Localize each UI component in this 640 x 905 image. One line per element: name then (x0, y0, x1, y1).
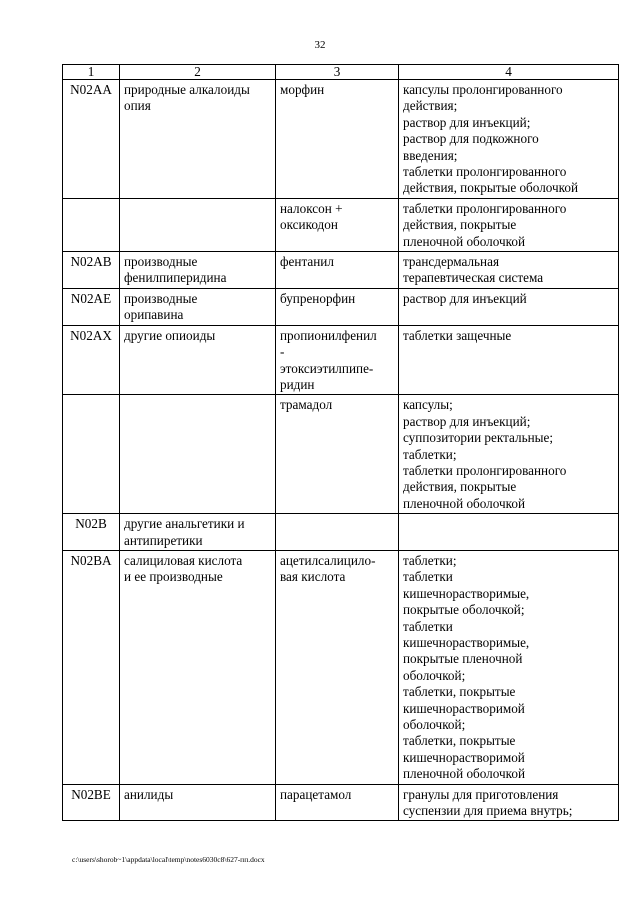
cell-text-line: фентанил (280, 254, 334, 270)
pharmacological-group-cell (120, 80, 276, 199)
pharmacological-group-cell (120, 288, 276, 325)
dosage-forms-cell (399, 80, 619, 199)
cell-text-line: оболочкой; (403, 667, 466, 683)
cell-text-line: таблетки пролонгированного (403, 200, 567, 216)
cell-text-line: таблетки пролонгированного (403, 462, 567, 478)
cell-text-line: раствор для инъекций (403, 290, 527, 306)
cell-text-line: орипавина (124, 307, 184, 323)
cell-text-line: салициловая кислота (124, 552, 243, 568)
cell-text-line: раствор для подкожного (403, 131, 539, 147)
pharmacological-group-cell (120, 395, 276, 514)
atc-code-cell: N02AE (63, 288, 120, 325)
cell-text-line: введения; (403, 147, 458, 163)
footer-file-path: c:\users\shorob~1\appdata\local\temp\notes6030c8\627-пп.docx (72, 855, 265, 864)
cell-text-line: покрытые пленочной (403, 651, 523, 667)
atc-code-cell (63, 395, 120, 514)
substance-cell (276, 784, 399, 821)
cell-text-line: пленочной оболочкой (403, 766, 526, 782)
cell-text-line: действия, покрытые (403, 479, 517, 495)
atc-code-cell: N02BE (63, 784, 120, 821)
table-header-row (63, 65, 619, 80)
table-row (63, 514, 619, 551)
cell-text-line: другие анальгетики и (124, 516, 245, 532)
substance-cell (276, 550, 399, 784)
table-row (63, 550, 619, 784)
cell-text-line: пленочной оболочкой (403, 233, 526, 249)
cell-text-line: антипиретики (124, 532, 203, 548)
substance-cell (276, 198, 399, 251)
substance-cell (276, 514, 399, 551)
substance-cell (276, 395, 399, 514)
dosage-forms-cell (399, 198, 619, 251)
cell-text-line: действия, покрытые оболочкой (403, 180, 579, 196)
cell-text-line: пропионилфенил (280, 327, 377, 343)
cell-text-line: фенилпиперидина (124, 270, 227, 286)
cell-text-line: таблетки пролонгированного (403, 164, 567, 180)
column-header-3: 3 (276, 65, 399, 80)
pharmacological-group-cell (120, 550, 276, 784)
atc-code-cell: N02AA (63, 80, 120, 199)
cell-text-line: оксикодон (280, 217, 338, 233)
substance-cell (276, 325, 399, 395)
dosage-forms-cell (399, 550, 619, 784)
pharmacological-group-cell (120, 784, 276, 821)
cell-text-line: терапевтическая система (403, 270, 544, 286)
drug-table-container (62, 64, 618, 821)
table-row (63, 784, 619, 821)
substance-cell (276, 288, 399, 325)
cell-text-line: таблетки, покрытые (403, 684, 516, 700)
substance-cell (276, 80, 399, 199)
cell-text-line: налоксон + (280, 200, 343, 216)
table-row (63, 252, 619, 289)
pharmacological-group-cell (120, 514, 276, 551)
cell-text-line: суппозитории ректальные; (403, 430, 554, 446)
atc-code-cell: N02AX (63, 325, 120, 395)
cell-text-line: трансдермальная (403, 254, 500, 270)
dosage-forms-cell (399, 784, 619, 821)
atc-code-cell: N02AB (63, 252, 120, 289)
table-row (63, 395, 619, 514)
cell-text-line: кишечнорастворимые, (403, 585, 530, 601)
cell-text-line: капсулы; (403, 397, 453, 413)
cell-text-line: раствор для инъекций; (403, 413, 531, 429)
cell-text-line: парацетамол (280, 786, 352, 802)
atc-code-cell (63, 198, 120, 251)
drug-table (62, 64, 619, 821)
cell-text-line: - (280, 344, 285, 360)
cell-text-line: ридин (280, 376, 315, 392)
table-row (63, 288, 619, 325)
atc-code-cell: N02B (63, 514, 120, 551)
cell-text-line: таблетки (403, 618, 453, 634)
pharmacological-group-cell (120, 198, 276, 251)
table-row (63, 80, 619, 199)
cell-text-line: другие опиоиды (124, 327, 216, 343)
page-number: 32 (314, 39, 326, 51)
cell-text-line: производные (124, 254, 198, 270)
dosage-forms-cell (399, 252, 619, 289)
cell-text-line: трамадол (280, 397, 333, 413)
cell-text-line: кишечнорастворимой (403, 700, 525, 716)
cell-text-line: производные (124, 290, 198, 306)
cell-text-line: бупренорфин (280, 290, 356, 306)
cell-text-line: ацетилсалицило- (280, 552, 376, 568)
cell-text-line: таблетки; (403, 552, 457, 568)
dosage-forms-cell (399, 395, 619, 514)
dosage-forms-cell (399, 514, 619, 551)
cell-text-line: пленочной оболочкой (403, 495, 526, 511)
cell-text-line: действия; (403, 98, 458, 114)
cell-text-line: таблетки, покрытые (403, 733, 516, 749)
column-header-2: 2 (120, 65, 276, 80)
dosage-forms-cell (399, 288, 619, 325)
table-row (63, 198, 619, 251)
cell-text-line: таблетки; (403, 446, 457, 462)
cell-text-line: гранулы для приготовления (403, 786, 559, 802)
cell-text-line: кишечнорастворимой (403, 749, 525, 765)
column-header-1: 1 (63, 65, 120, 80)
cell-text-line: и ее производные (124, 569, 223, 585)
cell-text-line: покрытые оболочкой; (403, 602, 525, 618)
cell-text-line: суспензии для приема внутрь; (403, 803, 573, 819)
column-header-4: 4 (399, 65, 619, 80)
cell-text-line: вая кислота (280, 569, 346, 585)
table-body (63, 80, 619, 821)
cell-text-line: морфин (280, 82, 325, 97)
pharmacological-group-cell (120, 252, 276, 289)
dosage-forms-cell (399, 325, 619, 395)
cell-text-line: этоксиэтилпипе- (280, 360, 374, 376)
pharmacological-group-cell (120, 325, 276, 395)
substance-cell (276, 252, 399, 289)
cell-text-line: раствор для инъекций; (403, 114, 531, 130)
cell-text-line: анилиды (124, 786, 174, 802)
table-row (63, 325, 619, 395)
cell-text-line: таблетки защечные (403, 327, 512, 343)
cell-text-line: действия, покрытые (403, 217, 517, 233)
cell-text-line: кишечнорастворимые, (403, 635, 530, 650)
cell-text-line: оболочкой; (403, 717, 466, 733)
cell-text-line: опия (124, 98, 151, 114)
atc-code-cell: N02BA (63, 550, 120, 784)
cell-text-line: природные алкалоиды (124, 82, 250, 97)
cell-text-line: капсулы пролонгированного (403, 82, 563, 97)
cell-text-line: таблетки (403, 569, 453, 585)
